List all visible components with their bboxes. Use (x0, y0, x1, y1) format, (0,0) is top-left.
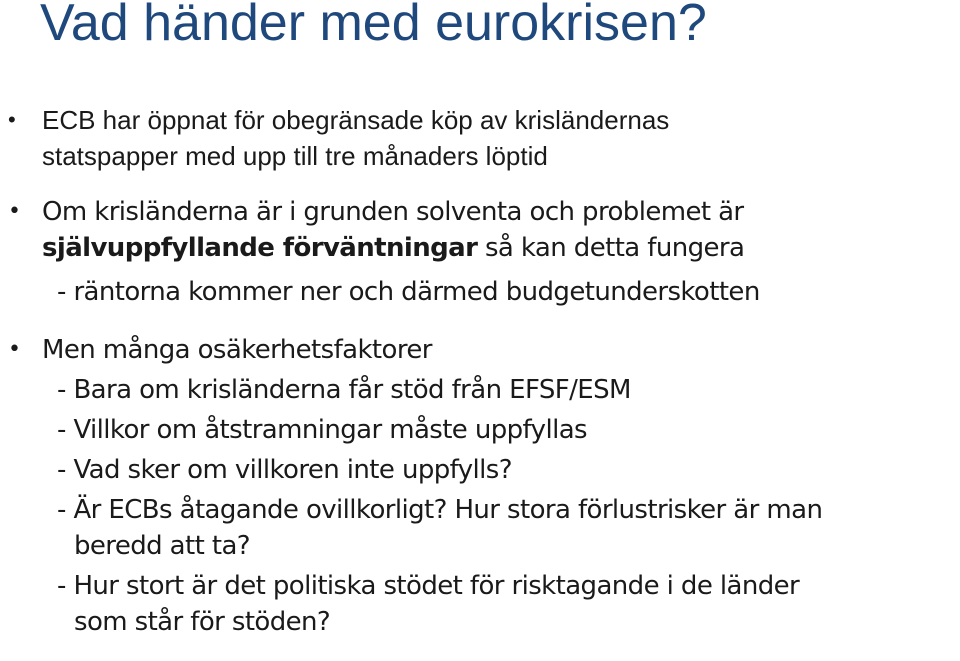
bullet-list (0, 102, 960, 640)
bullet-text-line: ECB har öppnat för obegränsade köp av krisländernas (42, 105, 670, 135)
sub-item: - Vad sker om villkoren inte uppfylls? (57, 455, 512, 485)
bold-phrase: självuppfyllande förväntningar (42, 233, 478, 263)
bullet-item (0, 102, 960, 174)
sub-item (0, 492, 960, 564)
sub-item-line: - Hur stort är det politiska stödet för risktagande i de länder (57, 571, 800, 601)
bullet-text-line: statspapper med upp till tre månaders löptid (42, 141, 548, 171)
bullet-dot-icon: • (8, 107, 16, 132)
bullet-text-line: Om krisländerna är i grunden solventa och problemet är (42, 197, 744, 227)
slide-title: Vad händer med eurokrisen? (40, 0, 707, 52)
bullet-text-line (42, 230, 960, 266)
sub-item-continuation: beredd att ta? (74, 531, 250, 561)
sub-item-line: - Är ECBs åtagande ovillkorligt? Hur stora förlustrisker är man (57, 495, 823, 525)
sub-item-continuation: som står för stöden? (74, 607, 331, 637)
bullet-item (0, 194, 960, 266)
bullet-dot-icon: • (8, 199, 21, 224)
sub-item: - räntorna kommer ner och därmed budgetunderskotten (57, 277, 760, 307)
bullet-text-rest: så kan detta fungera (477, 233, 745, 263)
bullet-dot-icon: • (8, 337, 21, 362)
bullet-text-line: Men många osäkerhetsfaktorer (42, 335, 432, 365)
sub-item: - Bara om krisländerna får stöd från EFSF/ESM (57, 375, 631, 405)
bullet-item (0, 332, 960, 368)
sub-item: - Villkor om åtstramningar måste uppfyllas (57, 415, 587, 445)
sub-item (0, 568, 960, 640)
